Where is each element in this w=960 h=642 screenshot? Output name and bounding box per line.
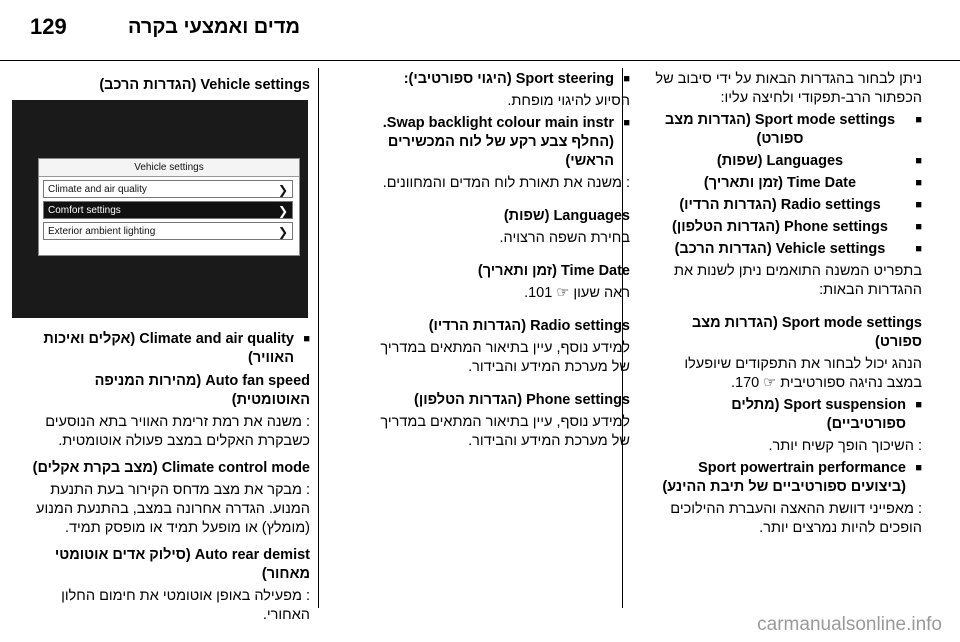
- sport-mode-text: הנהג יכול לבחור את התפקודים שיופעלו במצב נהיגה ספורטיבית ☞ 170.: [684, 356, 922, 391]
- chevron-right-icon: ❯: [277, 204, 288, 218]
- right-column: [654, 70, 922, 541]
- bullet-sport-mode: ■ Sport mode settings (הגדרות מצב ספורט): [654, 111, 922, 149]
- radio-settings-text: למידע נוסף, עיין בתיאור המתאים במדריך של מערכת המידע והבידור.: [380, 340, 630, 375]
- powertrain-text: : מאפייני דוושת ההאצה והעברת ההילוכים הופכים להיות נמרצים יותר.: [670, 501, 922, 536]
- time-date-text: ראה שעון ☞ 101.: [524, 285, 630, 301]
- display-row-climate: [43, 180, 293, 198]
- climate-mode-text: : מבקר את מצב מדחס הקירור בעת התנעת המנוע. הגדרה אחרונה במצב, בהתנעת המנוע (מומלץ) או מופעל תמיד או מופסק תמיד.: [36, 482, 310, 536]
- left-column-body: [20, 330, 310, 628]
- sport-mode-heading: Sport mode settings (הגדרות מצב ספורט): [691, 315, 922, 350]
- page-number: 129: [30, 14, 67, 39]
- left-column: [20, 76, 310, 98]
- time-date-heading: Time Date (זמן ותאריך): [477, 263, 630, 279]
- bullet-phone: ■ Phone settings (הגדרות הטלפון): [654, 218, 922, 237]
- rear-demist-text: : מפעילה באופן אוטומטי את חימום החלון האחורי.: [61, 588, 310, 623]
- sport-steering-text: הסיוע להיגוי מופחת.: [507, 93, 630, 109]
- climate-air-heading: ■ Climate and air quality (אקלים ואיכות האוויר): [20, 330, 310, 368]
- radio-settings-heading: Radio settings (הגדרות הרדיו): [428, 318, 630, 334]
- rear-demist-heading: Auto rear demist (סילוק אדים אוטומטי מאחור): [54, 547, 310, 582]
- display-row-label: Climate and air quality: [48, 184, 147, 195]
- sport-suspension-heading: ■ Sport suspension (מתלים ספורטיביים): [654, 396, 922, 434]
- middle-column: [360, 70, 630, 454]
- sport-steering-heading: ■ Sport steering (היגוי ספורטיבי):: [360, 70, 630, 89]
- swap-backlight-heading: ■ Swap backlight colour main instr. (החלף צבע רקע של לוח המכשירים הראשי): [360, 114, 630, 171]
- languages-text: בחירת השפה הרצויה.: [499, 230, 630, 246]
- swap-backlight-text: : משנה את תאורת לוח המדים והמחוונים.: [382, 175, 630, 191]
- display-row-comfort: [43, 201, 293, 219]
- auto-fan-text: : משנה את רמת זרימת האוויר בתא הנוסעים כשבקרת האקלים במצב פעולה אוטומטית.: [45, 414, 310, 449]
- bullet-radio: ■ Radio settings (הגדרות הרדיו): [654, 196, 922, 215]
- bullet-languages: ■ Languages (שפות): [654, 152, 922, 171]
- powertrain-heading: ■ Sport powertrain performance (ביצועים ספורטיביים של תיבת ההינע): [654, 459, 922, 497]
- auto-fan-heading: Auto fan speed (מהירות המניפה האוטומטית): [94, 373, 310, 408]
- bullet-vehicle: ■ Vehicle settings (הגדרות הרכב): [654, 240, 922, 259]
- phone-settings-heading: Phone settings (הגדרות הטלפון): [414, 392, 630, 408]
- phone-settings-text: למידע נוסף, עיין בתיאור המתאים במדריך של מערכת המידע והבידור.: [380, 414, 630, 449]
- chevron-right-icon: ❯: [277, 183, 288, 197]
- languages-heading: Languages (שפות): [503, 208, 630, 224]
- header-rule: [0, 60, 960, 61]
- adapt-text: בתפריט המשנה התואמים ניתן לשנות את ההגדרות הבאות:: [673, 263, 922, 298]
- watermark: carmanualsonline.info: [757, 614, 942, 635]
- display-title: Vehicle settings: [39, 159, 299, 177]
- column-divider: [318, 68, 319, 608]
- page-header: [0, 0, 960, 62]
- chevron-right-icon: ❯: [277, 225, 288, 239]
- climate-mode-heading: Climate control mode (מצב בקרת אקלים): [32, 460, 310, 476]
- display-screen: [38, 158, 300, 256]
- display-row-label: Comfort settings: [48, 205, 121, 216]
- page-title: מדים ואמצעי בקרה: [127, 16, 300, 38]
- display-row-label: Exterior ambient lighting: [48, 226, 156, 237]
- bullet-time-date: ■ Time Date (זמן ותאריך): [654, 174, 922, 193]
- display-row-exterior-lighting: [43, 222, 293, 240]
- vehicle-settings-screenshot: [12, 100, 308, 318]
- intro-text: ניתן לבחור בהגדרות הבאות על ידי סיבוב של הכפתור הרב-תפקודי ולחיצה עליו:: [655, 71, 922, 106]
- sport-suspension-text: : השיכוך הופך קשיח יותר.: [768, 438, 922, 454]
- vehicle-settings-heading: Vehicle settings (הגדרות הרכב): [99, 77, 310, 93]
